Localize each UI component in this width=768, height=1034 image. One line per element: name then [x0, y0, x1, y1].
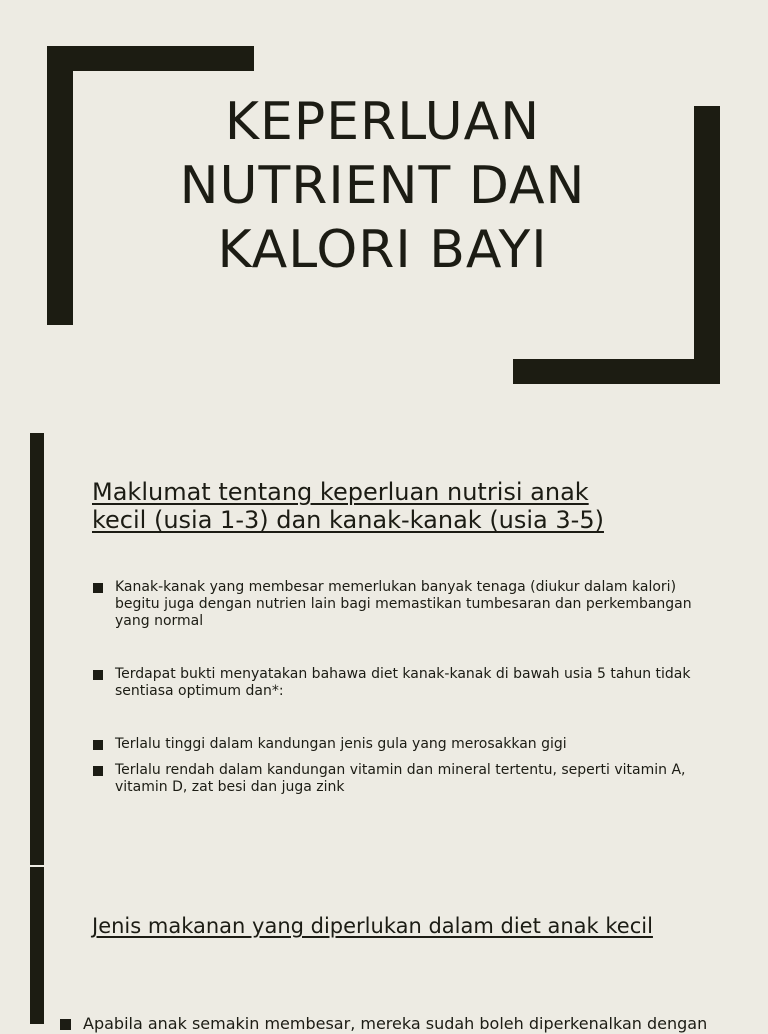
bullet-text: Apabila anak semakin membesar, mereka sudah boleh diperkenalkan dengan [83, 1014, 708, 1033]
section-heading-text: Jenis makanan yang diperlukan dalam diet anak kecil [92, 914, 653, 938]
bullet-item [92, 736, 692, 753]
slide-left-accent-bar [30, 433, 44, 865]
bullet-item [60, 1014, 768, 1034]
slide-title [110, 90, 655, 282]
frame-bar-top-left-vertical [47, 46, 73, 325]
section-heading [92, 913, 653, 939]
square-bullet-icon [93, 766, 103, 776]
square-bullet-icon [93, 583, 103, 593]
square-bullet-icon [93, 670, 103, 680]
bullet-text: Kanak-kanak yang membesar memerlukan banyak tenaga (diukur dalam kalori) begitu juga dengan nutrien lain bagi memastikan tumbesaran dan perkembangan yang normal [115, 579, 692, 629]
frame-bar-bottom-right-horizontal [513, 359, 720, 384]
slide-title-line-3: KALORI BAYI [217, 220, 548, 280]
frame-bar-bottom-right-vertical [694, 106, 720, 384]
bullet-item [92, 666, 692, 700]
slide-title-line-1: KEPERLUAN [224, 92, 541, 152]
bullet-text: Terdapat bukti menyatakan bahawa diet kanak-kanak di bawah usia 5 tahun tidak sentiasa optimum dan*: [115, 666, 691, 699]
bullet-item [92, 762, 692, 796]
bullet-text: Terlalu tinggi dalam kandungan jenis gula yang merosakkan gigi [115, 736, 567, 752]
bullet-item [92, 579, 692, 630]
slide-title-line-2: NUTRIENT DAN [179, 156, 586, 216]
section-heading [92, 478, 604, 534]
frame-bar-top-left-horizontal [47, 46, 254, 71]
section-heading-line-2: kecil (usia 1-3) dan kanak-kanak (usia 3-5) [92, 506, 604, 534]
slide-left-accent-bar [30, 867, 44, 1024]
section-heading-line-1: Maklumat tentang keperluan nutrisi anak [92, 478, 589, 506]
square-bullet-icon [60, 1019, 71, 1030]
square-bullet-icon [93, 740, 103, 750]
bullet-text: Terlalu rendah dalam kandungan vitamin dan mineral tertentu, seperti vitamin A, vitamin D, zat besi dan juga zink [115, 762, 686, 795]
